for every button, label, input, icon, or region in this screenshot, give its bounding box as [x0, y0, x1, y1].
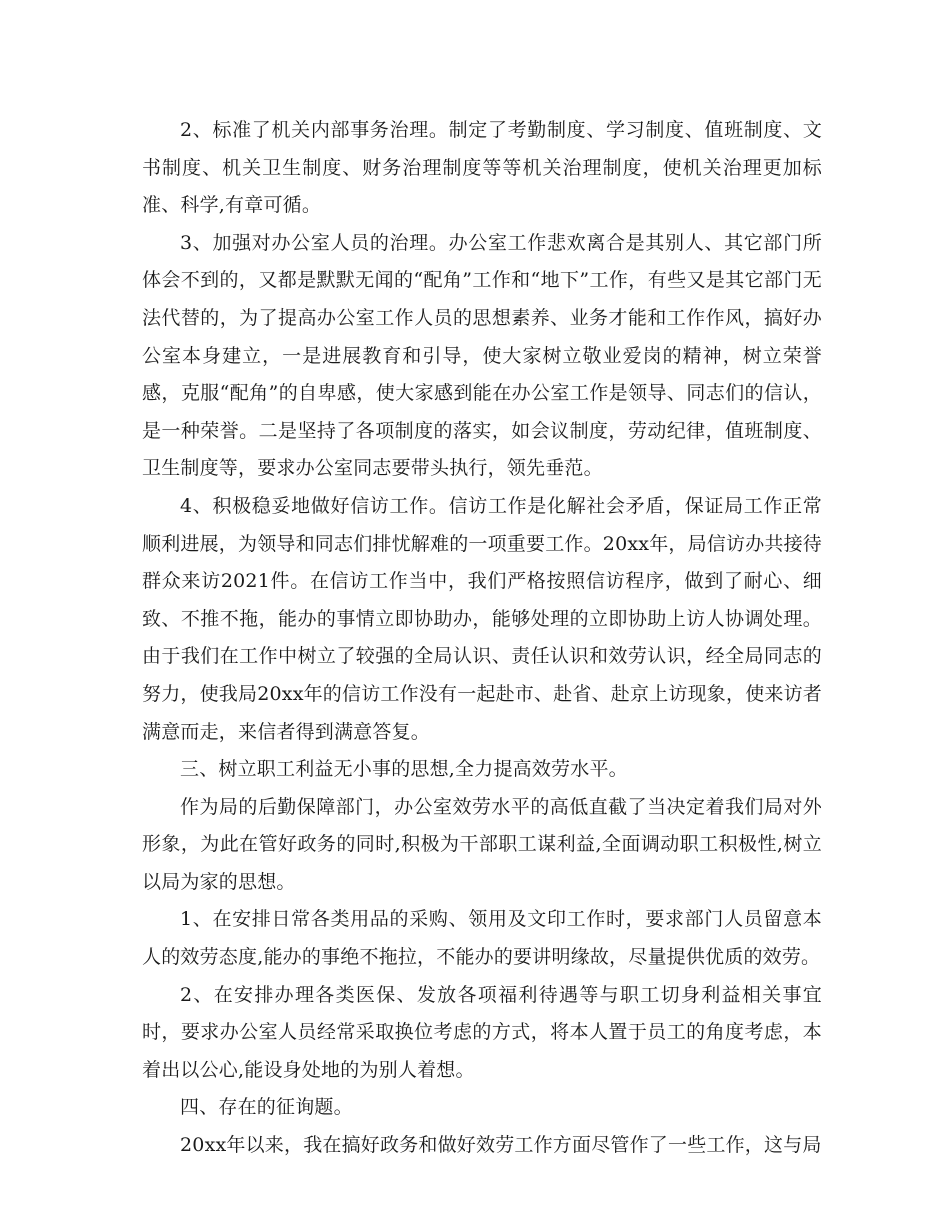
paragraph-welfare-matters: 2、在安排办理各类医保、发放各项福利待遇等与职工切身利益相关事宜时，要求办公室人员经常采取换位考虑的方式，将本人置于员工的角度考虑，本着出以公心,能设身处地的为别人着想。	[142, 983, 822, 1081]
paragraph-since-year: 20xx年以来，我在搞好政务和做好效劳工作方面尽管作了一些工作，这与局	[180, 1134, 822, 1157]
paragraph-office-staff: 3、加强对办公室人员的治理。办公室工作悲欢离合是其别人、其它部门所体会不到的，又都是默默无闻的“配角”工作和“地下”工作，有些又是其它部门无法代替的，为了提高办公室工作人员的思想素养、业务才能和工作作风，搞好办公室本身建立，一是进展教育和引导，使大家树立敬业爱岗的精神，树立荣誉感，克服“配角”的自卑感，使大家感到能在办公室工作是领导、同志们的信认，是一种荣誉。二是坚持了各项制度的落实，如会议制度，劳动纪律，值班制度、卫生制度等，要求办公室同志要带头执行，领先垂范。	[142, 231, 822, 480]
paragraph-logistics-dept: 作为局的后勤保障部门，办公室效劳水平的高低直截了当决定着我们局对外形象，为此在管好政务的同时,积极为干部职工谋利益,全面调动职工积极性,树立以局为家的思想。	[142, 795, 822, 893]
paragraph-internal-affairs: 2、标准了机关内部事务治理。制定了考勤制度、学习制度、值班制度、文书制度、机关卫生制度、财务治理制度等等机关治理制度，使机关治理更加标准、科学,有章可循。	[142, 119, 822, 217]
section-heading-service-level: 三、树立职工利益无小事的思想,全力提高效劳水平。	[180, 758, 628, 781]
document-body	[142, 112, 822, 1165]
section-heading-existing-problems: 四、存在的征询题。	[180, 1096, 353, 1119]
paragraph-petition-work: 4、积极稳妥地做好信访工作。信访工作是化解社会矛盾，保证局工作正常顺利进展，为领导和同志们排忧解难的一项重要工作。20xx年，局信访办共接待群众来访2021件。在信访工作当中，我们严格按照信访程序，做到了耐心、细致、不推不拖，能办的事情立即协助办，能够处理的立即协助上访人协调处理。由于我们在工作中树立了较强的全局认识、责任认识和效劳认识，经全局同志的努力，使我局20xx年的信访工作没有一起赴市、赴省、赴京上访现象，使来访者满意而走，来信者得到满意答复。	[142, 494, 823, 743]
paragraph-daily-supplies: 1、在安排日常各类用品的采购、领用及文印工作时，要求部门人员留意本人的效劳态度,能办的事绝不拖拉，不能办的要讲明缘故，尽量提供优质的效劳。	[142, 908, 822, 969]
